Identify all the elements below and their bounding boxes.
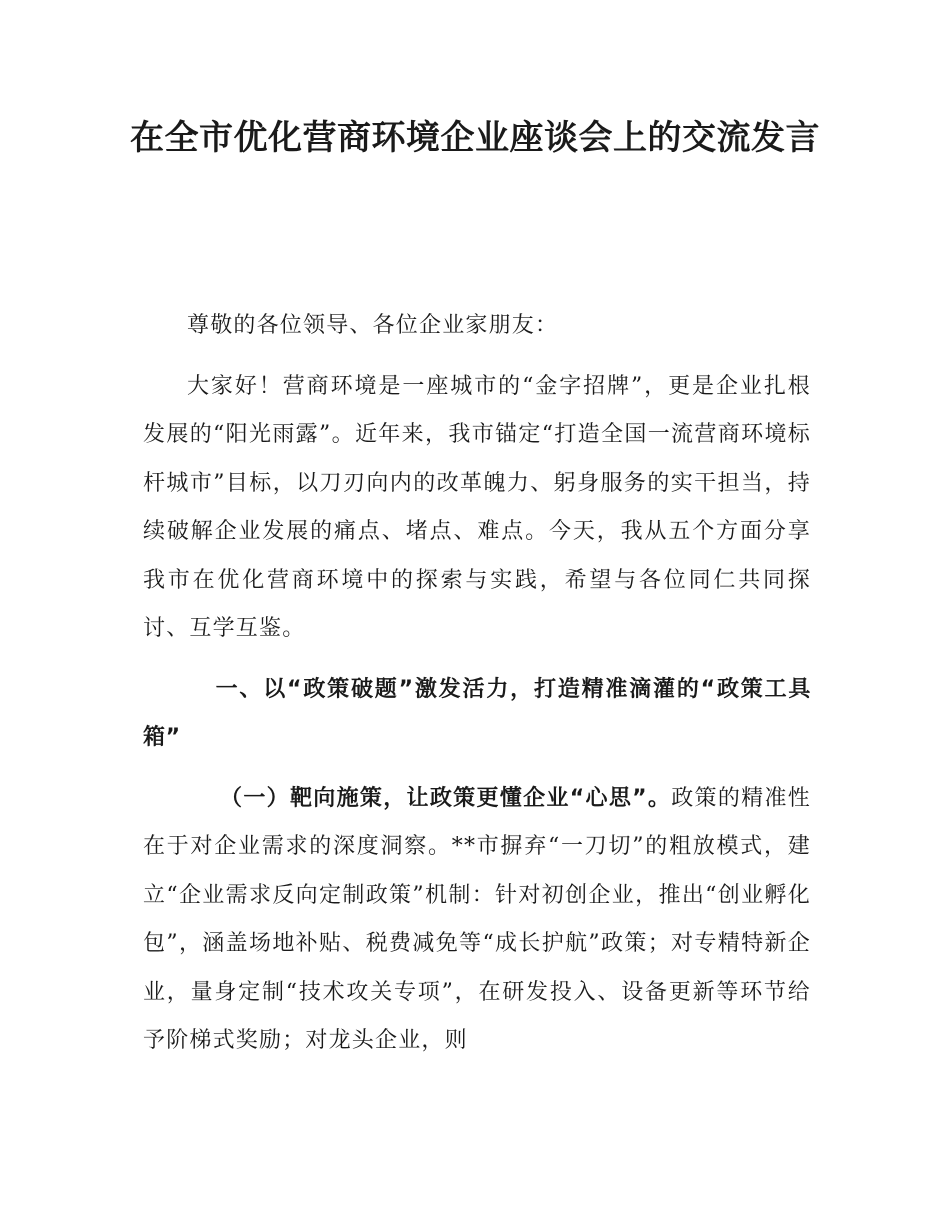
salutation: 尊敬的各位领导、各位企业家朋友： (187, 313, 559, 338)
section-heading-1: 一、以“政策破题”激发活力，打造精准滴灌的“政策工具箱” (143, 676, 811, 750)
subsection-paragraph-1 (143, 775, 811, 1066)
subsection-heading-1: （一）靶向施策，让政策更懂企业“心思”。 (220, 785, 672, 811)
intro-paragraph: 大家好！营商环境是一座城市的“金字招牌”，更是企业扎根发展的“阳光雨露”。近年来，我市锚定“打造全国一流营商环境标杆城市”目标，以刀刃向内的改革魄力、躬身服务的实干担当，持续破解企业发展的痛点、堵点、难点。今天，我从五个方面分享我市在优化营商环境中的探索与实践，希望与各位同仁共同探讨、互学互鉴。 (143, 373, 811, 641)
document-title: 在全市优化营商环境企业座谈会上的交流发言 (130, 118, 820, 158)
document-body (143, 302, 811, 1078)
subsection-text-1: 政策的精准性在于对企业需求的深度洞察。**市摒弃“一刀切”的粗放模式，建立“企业需求反向定制政策”机制：针对初创企业，推出“创业孵化包”，涵盖场地补贴、税费减免等“成长护航”政策；对专精特新企业，量身定制“技术攻关专项”，在研发投入、设备更新等环节给予阶梯式奖励；对龙头企业，则 (143, 785, 812, 1053)
